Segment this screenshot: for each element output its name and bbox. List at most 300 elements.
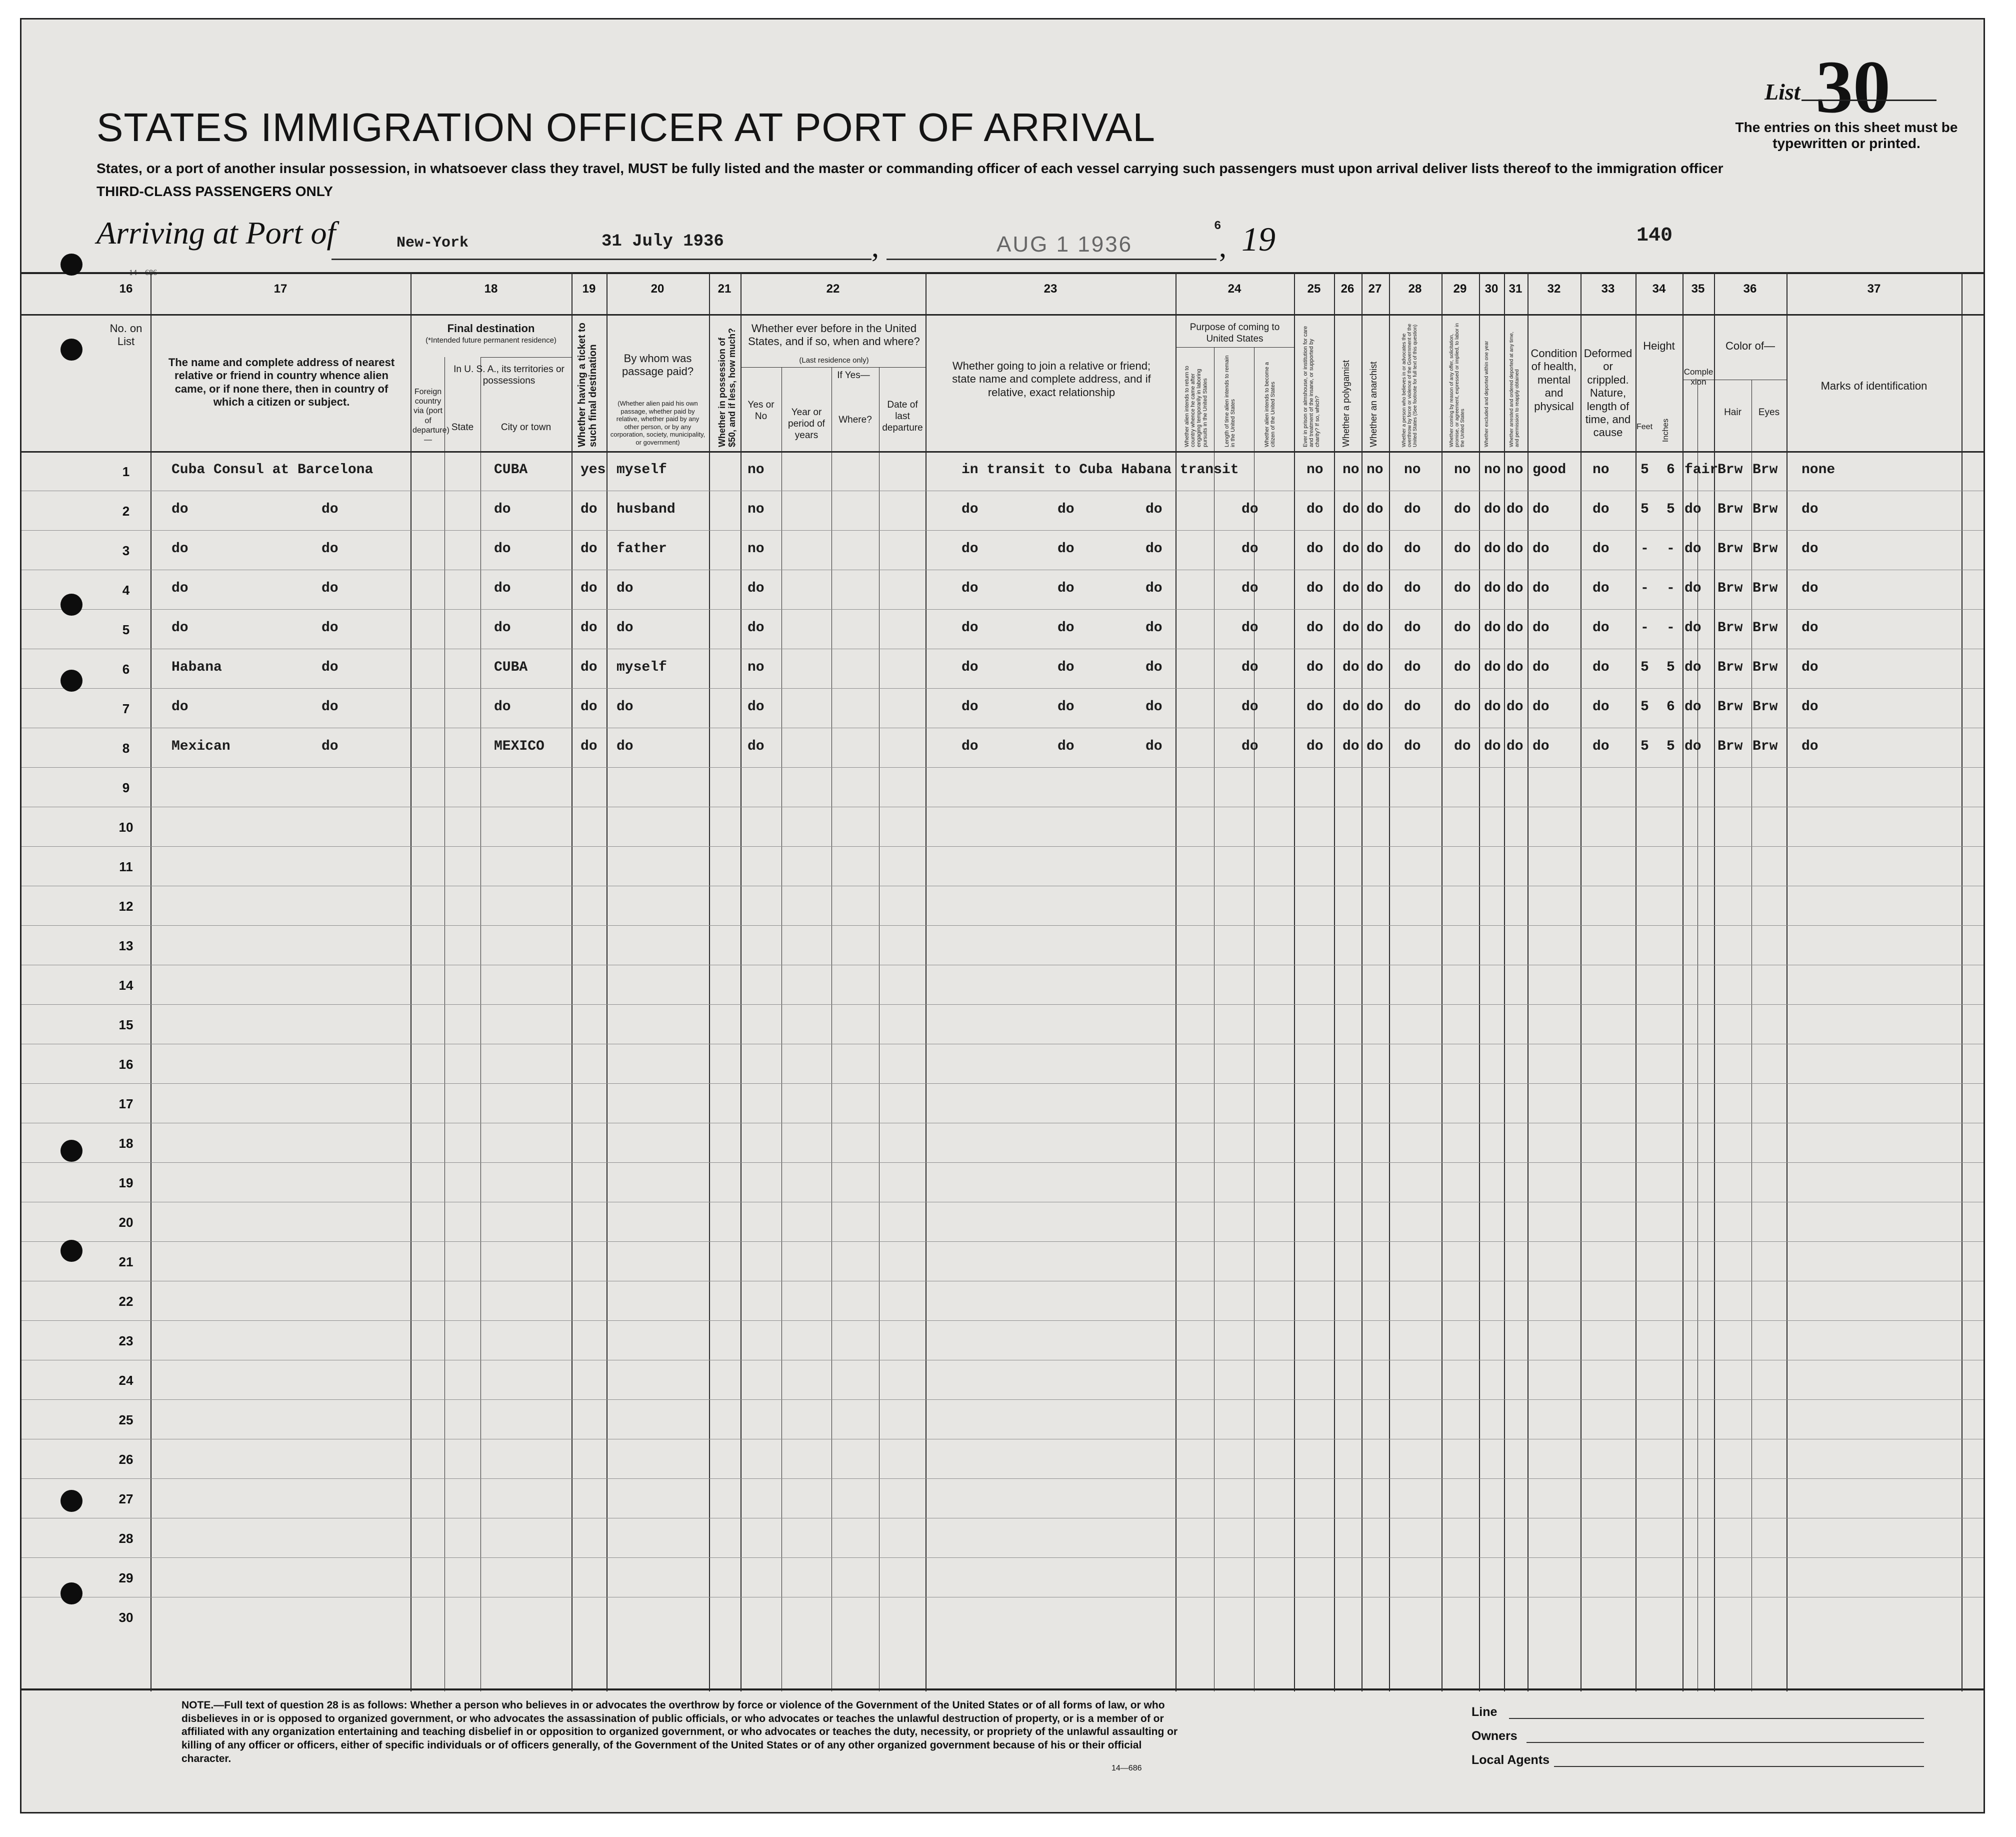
cell-complexion: do bbox=[1684, 620, 1702, 636]
cell-feet: 5 bbox=[1640, 739, 1649, 754]
row-divider bbox=[22, 767, 1985, 768]
cell-marks: do bbox=[1802, 660, 1818, 675]
cell-q28: do bbox=[1404, 502, 1421, 517]
column-number: 31 bbox=[1508, 282, 1522, 296]
cell-deformed: no bbox=[1592, 462, 1610, 478]
cell-q30: do bbox=[1484, 739, 1501, 754]
local-agents-field[interactable] bbox=[1554, 1766, 1924, 1767]
row-number: 10 bbox=[118, 820, 134, 835]
row-divider bbox=[22, 1004, 1985, 1005]
row-number: 17 bbox=[118, 1096, 134, 1111]
cell-complexion: do bbox=[1684, 541, 1702, 557]
cell-relative-a: do bbox=[172, 699, 188, 715]
owners-field[interactable] bbox=[1526, 1742, 1924, 1743]
row-divider bbox=[22, 688, 1985, 689]
column-number: 32 bbox=[1547, 282, 1561, 296]
cell-relative-a: Habana bbox=[172, 660, 222, 675]
cell-q29: do bbox=[1454, 541, 1471, 557]
header-purpose: Purpose of coming to United States bbox=[1190, 322, 1280, 344]
row-divider bbox=[22, 1083, 1985, 1084]
cell-q25: do bbox=[1306, 739, 1324, 754]
cell-relative-b: do bbox=[322, 581, 338, 596]
cell-purpose: do bbox=[1242, 502, 1258, 517]
cell-join-c: do bbox=[1146, 699, 1162, 715]
cell-join-c: do bbox=[1146, 581, 1162, 596]
header-hair: Hair bbox=[1724, 407, 1742, 418]
row-number: 30 bbox=[118, 1610, 134, 1625]
row-number: 21 bbox=[118, 1254, 134, 1269]
cell-ticket: do bbox=[580, 739, 598, 754]
column-number: 30 bbox=[1484, 282, 1498, 296]
cell-q25: do bbox=[1306, 502, 1324, 517]
cell-join-b: do bbox=[1058, 581, 1074, 596]
cell-purpose: do bbox=[1242, 739, 1258, 754]
cell-relative-b: do bbox=[322, 541, 338, 557]
cell-state: do bbox=[494, 502, 511, 517]
cell-state: do bbox=[494, 581, 511, 596]
column-number: 25 bbox=[1307, 282, 1321, 296]
cell-relative-b: do bbox=[322, 739, 338, 754]
cell-feet: 5 bbox=[1640, 502, 1649, 517]
cell-q25: do bbox=[1306, 620, 1324, 636]
comma: , bbox=[1219, 230, 1226, 263]
cell-eyes: Brw bbox=[1752, 739, 1778, 754]
cell-feet: - bbox=[1640, 581, 1649, 596]
header-complexion: Complexion bbox=[1684, 367, 1714, 387]
cell-complexion: do bbox=[1684, 699, 1702, 715]
cell-hair: Brw bbox=[1718, 541, 1743, 557]
row-number: 24 bbox=[118, 1373, 134, 1388]
column-number: 19 bbox=[582, 282, 596, 296]
row-number: 14 bbox=[118, 978, 134, 993]
row-divider bbox=[22, 1478, 1985, 1479]
cell-yesno: do bbox=[748, 581, 764, 596]
sheet-count: 140 bbox=[1636, 225, 1673, 247]
cell-ticket: yes bbox=[580, 462, 606, 478]
cell-join-a: do bbox=[962, 620, 978, 636]
binding-hole bbox=[60, 1582, 82, 1604]
binding-hole bbox=[60, 1490, 82, 1512]
table-top-rule bbox=[22, 272, 1985, 274]
cell-q31: do bbox=[1506, 739, 1524, 754]
column-number: 20 bbox=[650, 282, 664, 296]
cell-join-c: do bbox=[1146, 660, 1162, 675]
cell-feet: - bbox=[1640, 620, 1649, 636]
cell-q26: do bbox=[1342, 739, 1360, 754]
owners-label: Owners bbox=[1472, 1729, 1518, 1743]
cell-inches: 6 bbox=[1666, 699, 1675, 715]
manifest-sheet bbox=[20, 18, 1985, 1813]
cell-ticket: do bbox=[580, 660, 598, 675]
subheader-rule bbox=[1176, 347, 1294, 348]
row-number: 27 bbox=[118, 1491, 134, 1506]
row-number: 18 bbox=[118, 1136, 134, 1151]
cell-condition: good bbox=[1532, 462, 1566, 478]
cell-state: do bbox=[494, 699, 511, 715]
cell-q29: no bbox=[1454, 462, 1471, 478]
cell-marks: do bbox=[1802, 541, 1818, 557]
cell-state: do bbox=[494, 541, 511, 557]
cell-complexion: do bbox=[1684, 660, 1702, 675]
header-year-period: Year or period of years bbox=[788, 407, 825, 441]
cell-q30: do bbox=[1484, 620, 1501, 636]
line-label: Line bbox=[1472, 1705, 1498, 1719]
binding-hole bbox=[60, 1240, 82, 1262]
cell-q25: do bbox=[1306, 660, 1324, 675]
header-before-in-us: Whether ever before in the United States, and if so, when and where? bbox=[748, 322, 920, 348]
binding-hole bbox=[60, 670, 82, 692]
cell-q29: do bbox=[1454, 620, 1471, 636]
footnote-code: 14—686 bbox=[1112, 1764, 1142, 1772]
cell-q31: do bbox=[1506, 581, 1524, 596]
cell-q29: do bbox=[1454, 699, 1471, 715]
cell-q29: do bbox=[1454, 660, 1471, 675]
row-number: 13 bbox=[118, 938, 134, 953]
cell-q27: do bbox=[1366, 620, 1384, 636]
cell-eyes: Brw bbox=[1752, 462, 1778, 478]
cell-relative-a: do bbox=[172, 541, 188, 557]
date-stamp: AUG 1 1936 bbox=[996, 232, 1133, 257]
row-number: 6 bbox=[122, 662, 130, 677]
cell-condition: do bbox=[1532, 502, 1550, 517]
row-number: 25 bbox=[118, 1412, 134, 1427]
line-field[interactable] bbox=[1509, 1718, 1924, 1719]
header-if-yes: If Yes— bbox=[837, 370, 870, 381]
row-divider bbox=[22, 1320, 1985, 1321]
header-q27: Whether an anarchist bbox=[1368, 361, 1378, 447]
column-number: 29 bbox=[1453, 282, 1467, 296]
cell-q26: do bbox=[1342, 620, 1360, 636]
cell-complexion: fair bbox=[1684, 462, 1718, 478]
cell-q29: do bbox=[1454, 502, 1471, 517]
row-divider bbox=[22, 530, 1985, 531]
header-foreign-country: Foreign country via (port of departure)— bbox=[412, 388, 450, 444]
cell-q31: do bbox=[1506, 660, 1524, 675]
header-no-on-list: No. on List bbox=[110, 322, 142, 348]
subcolumn-divider bbox=[480, 357, 481, 1691]
cell-join-a: do bbox=[962, 502, 978, 517]
cell-yesno: do bbox=[748, 739, 764, 754]
cell-q25: do bbox=[1306, 699, 1324, 715]
cell-ticket: do bbox=[580, 541, 598, 557]
cell-marks: do bbox=[1802, 739, 1818, 754]
form-code: 14—686 bbox=[129, 269, 157, 277]
cell-q25: no bbox=[1306, 462, 1324, 478]
header-join-relative: Whether going to join a relative or friend; state name and complete address, and if relative, exact relationship bbox=[952, 360, 1151, 399]
cell-ticket: do bbox=[580, 581, 598, 596]
cell-purpose: do bbox=[1242, 699, 1258, 715]
cell-join-c: do bbox=[1146, 739, 1162, 754]
cell-inches: - bbox=[1666, 581, 1675, 596]
cell-state: do bbox=[494, 620, 511, 636]
binding-hole bbox=[60, 339, 82, 361]
cell-q28: do bbox=[1404, 541, 1421, 557]
cell-condition: do bbox=[1532, 660, 1550, 675]
header-bottom-rule bbox=[22, 451, 1985, 453]
header-nearest-relative: The name and complete address of nearest relative or friend in country whence alien came, or if none there, then in country of which a citizen or subject. bbox=[168, 356, 395, 409]
column-number: 22 bbox=[826, 282, 840, 296]
row-number: 12 bbox=[118, 899, 134, 914]
cell-condition: do bbox=[1532, 541, 1550, 557]
cell-join-a: in transit to Cuba Habana transit bbox=[962, 462, 1239, 478]
cell-condition: do bbox=[1532, 620, 1550, 636]
year-superscript: 6 bbox=[1214, 220, 1222, 233]
row-divider bbox=[22, 1241, 1985, 1242]
column-number: 33 bbox=[1601, 282, 1615, 296]
cell-condition: do bbox=[1532, 581, 1550, 596]
row-divider bbox=[22, 925, 1985, 926]
row-number: 11 bbox=[119, 859, 133, 874]
row-number: 26 bbox=[118, 1452, 134, 1467]
column-number: 26 bbox=[1340, 282, 1354, 296]
header-possession: Whether in possession of $50, and if less, how much? bbox=[717, 328, 737, 447]
cell-deformed: do bbox=[1592, 739, 1610, 754]
list-number: 30 bbox=[1816, 46, 1890, 129]
cell-condition: do bbox=[1532, 739, 1550, 754]
header-eyes: Eyes bbox=[1758, 407, 1780, 418]
row-divider bbox=[22, 1162, 1985, 1163]
cell-inches: 6 bbox=[1666, 462, 1675, 478]
list-underline bbox=[1802, 100, 1936, 101]
cell-q26: do bbox=[1342, 660, 1360, 675]
header-city: City or town bbox=[500, 422, 552, 433]
row-number: 22 bbox=[118, 1294, 134, 1309]
cell-relative-b: do bbox=[322, 620, 338, 636]
cell-q31: do bbox=[1506, 699, 1524, 715]
header-before-note: (Last residence only) bbox=[799, 356, 869, 365]
cell-marks: do bbox=[1802, 620, 1818, 636]
cell-q30: do bbox=[1484, 502, 1501, 517]
header-marks: Marks of identification bbox=[1820, 380, 1928, 392]
cell-eyes: Brw bbox=[1752, 502, 1778, 517]
cell-relative-a: Cuba Consul at Barcelona bbox=[172, 462, 374, 478]
list-label: List bbox=[1764, 79, 1800, 105]
cell-deformed: do bbox=[1592, 581, 1610, 596]
header-q28: Whether a person who believes in or advocates the overthrow by force or violence of the Government of the United States (See footnote for full text of this question) bbox=[1402, 324, 1418, 447]
cell-feet: 5 bbox=[1640, 462, 1649, 478]
header-q26: Whether a polygamist bbox=[1341, 360, 1351, 447]
cell-q27: do bbox=[1366, 699, 1384, 715]
cell-q28: do bbox=[1404, 581, 1421, 596]
cell-purpose: do bbox=[1242, 581, 1258, 596]
arriving-label: Arriving at Port of bbox=[96, 215, 336, 251]
row-divider bbox=[22, 1399, 1985, 1400]
cell-yesno: do bbox=[748, 620, 764, 636]
cell-complexion: do bbox=[1684, 739, 1702, 754]
cell-state: CUBA bbox=[494, 660, 528, 675]
row-number: 3 bbox=[122, 543, 130, 558]
cell-purpose: do bbox=[1242, 660, 1258, 675]
row-number: 20 bbox=[118, 1215, 134, 1230]
cell-q27: do bbox=[1366, 581, 1384, 596]
subcolumn-divider bbox=[879, 367, 880, 1691]
header-inches: Inches bbox=[1662, 418, 1670, 442]
header-state: State bbox=[451, 422, 474, 433]
column-number: 36 bbox=[1743, 282, 1757, 296]
passenger-class: THIRD-CLASS PASSENGERS ONLY bbox=[96, 184, 333, 199]
header-date-departure: Date of last departure bbox=[882, 400, 923, 433]
header-q30: Whether excluded and deported within one year bbox=[1484, 341, 1490, 447]
cell-q28: do bbox=[1404, 739, 1421, 754]
cell-q25: do bbox=[1306, 541, 1324, 557]
column-number: 27 bbox=[1368, 282, 1382, 296]
cell-join-c: do bbox=[1146, 620, 1162, 636]
cell-paid: myself bbox=[616, 660, 667, 675]
header-purpose-a: Whether alien intends to return to country whence he came after engaging temporarily in laboring pursuits in the United States bbox=[1184, 366, 1208, 447]
header-condition: Condition of health, mental and physical bbox=[1530, 347, 1578, 413]
cell-condition: do bbox=[1532, 699, 1550, 715]
cell-q27: no bbox=[1366, 462, 1384, 478]
header-where: Where? bbox=[838, 415, 872, 425]
cell-q27: do bbox=[1366, 541, 1384, 557]
cell-q31: no bbox=[1506, 462, 1524, 478]
cell-paid: husband bbox=[616, 502, 676, 517]
typed-date: 31 July 1936 bbox=[602, 232, 724, 251]
cell-yesno: no bbox=[748, 462, 764, 478]
cell-purpose: do bbox=[1242, 620, 1258, 636]
cell-hair: Brw bbox=[1718, 699, 1743, 715]
comma: , bbox=[872, 230, 879, 263]
cell-join-b: do bbox=[1058, 699, 1074, 715]
column-number: 34 bbox=[1652, 282, 1666, 296]
cell-purpose: do bbox=[1242, 541, 1258, 557]
row-divider bbox=[22, 609, 1985, 610]
cell-eyes: Brw bbox=[1752, 620, 1778, 636]
row-number: 16 bbox=[118, 1057, 134, 1072]
cell-q31: do bbox=[1506, 620, 1524, 636]
cell-q28: do bbox=[1404, 620, 1421, 636]
cell-q27: do bbox=[1366, 660, 1384, 675]
cell-inches: 5 bbox=[1666, 739, 1675, 754]
cell-hair: Brw bbox=[1718, 581, 1743, 596]
cell-yesno: no bbox=[748, 541, 764, 557]
row-number: 23 bbox=[118, 1333, 134, 1348]
header-deformed: Deformed or crippled. Nature, length of time, and cause bbox=[1584, 347, 1632, 439]
cell-q30: no bbox=[1484, 462, 1501, 478]
cell-feet: 5 bbox=[1640, 660, 1649, 675]
row-number: 7 bbox=[122, 701, 130, 716]
cell-hair: Brw bbox=[1718, 660, 1743, 675]
header-passage-paid: By whom was passage paid? bbox=[622, 352, 694, 378]
cell-q28: do bbox=[1404, 660, 1421, 675]
manifest-table bbox=[22, 272, 1985, 1691]
cell-q26: no bbox=[1342, 462, 1360, 478]
cell-deformed: do bbox=[1592, 620, 1610, 636]
column-number: 23 bbox=[1044, 282, 1058, 296]
row-number: 28 bbox=[118, 1531, 134, 1546]
cell-join-b: do bbox=[1058, 502, 1074, 517]
cell-q30: do bbox=[1484, 699, 1501, 715]
header-purpose-c: Whether alien intends to become a citizen of the United States bbox=[1264, 362, 1276, 447]
cell-q30: do bbox=[1484, 581, 1501, 596]
header-final-destination: Final destination bbox=[447, 322, 535, 335]
cell-q26: do bbox=[1342, 541, 1360, 557]
column-number-rule bbox=[22, 314, 1985, 316]
cell-inches: - bbox=[1666, 620, 1675, 636]
cell-paid: do bbox=[616, 581, 634, 596]
header-final-destination-note: (*Intended future permanent residence) bbox=[426, 336, 556, 345]
cell-q31: do bbox=[1506, 502, 1524, 517]
cell-paid: myself bbox=[616, 462, 667, 478]
cell-hair: Brw bbox=[1718, 620, 1743, 636]
cell-state: CUBA bbox=[494, 462, 528, 478]
cell-deformed: do bbox=[1592, 699, 1610, 715]
cell-join-a: do bbox=[962, 660, 978, 675]
cell-complexion: do bbox=[1684, 502, 1702, 517]
local-agents-label: Local Agents bbox=[1472, 1753, 1550, 1767]
cell-paid: do bbox=[616, 739, 634, 754]
cell-yesno: do bbox=[748, 699, 764, 715]
cell-marks: do bbox=[1802, 502, 1818, 517]
row-number: 8 bbox=[122, 741, 130, 756]
cell-q27: do bbox=[1366, 502, 1384, 517]
binding-hole bbox=[60, 594, 82, 616]
cell-inches: 5 bbox=[1666, 502, 1675, 517]
cell-relative-a: do bbox=[172, 620, 188, 636]
cell-join-c: do bbox=[1146, 502, 1162, 517]
cell-deformed: do bbox=[1592, 502, 1610, 517]
cell-feet: 5 bbox=[1640, 699, 1649, 715]
cell-join-a: do bbox=[962, 739, 978, 754]
row-number: 15 bbox=[118, 1017, 134, 1032]
cell-hair: Brw bbox=[1718, 502, 1743, 517]
cell-feet: - bbox=[1640, 541, 1649, 557]
cell-join-b: do bbox=[1058, 620, 1074, 636]
cell-join-b: do bbox=[1058, 739, 1074, 754]
row-number: 4 bbox=[122, 583, 130, 598]
header-ticket: Whether having a ticket to such final destination bbox=[576, 323, 598, 447]
row-divider bbox=[22, 1557, 1985, 1558]
table-bottom-rule bbox=[22, 1688, 1985, 1690]
cell-q26: do bbox=[1342, 581, 1360, 596]
cell-join-a: do bbox=[962, 699, 978, 715]
subcolumn-divider bbox=[444, 357, 445, 1691]
header-purpose-b: Length of time alien intends to remain in the United States bbox=[1224, 355, 1236, 447]
sheet-note: The entries on this sheet must be typewritten or printed. bbox=[1735, 120, 1958, 152]
binding-hole bbox=[60, 1140, 82, 1162]
cell-q28: do bbox=[1404, 699, 1421, 715]
cell-relative-b: do bbox=[322, 660, 338, 675]
subheader-rule bbox=[740, 367, 926, 368]
cell-yesno: no bbox=[748, 502, 764, 517]
port-value: New-York bbox=[396, 235, 469, 252]
header-color-of: Color of— bbox=[1725, 340, 1776, 352]
cell-join-c: do bbox=[1146, 541, 1162, 557]
cell-q26: do bbox=[1342, 699, 1360, 715]
cell-q31: do bbox=[1506, 541, 1524, 557]
footnote-question-28: NOTE.—Full text of question 28 is as follows: Whether a person who believes in or advocates the overthrow by force or violence of the Government of the United States or of all forms of law, or who disbelieves in or is opposed to organized government, or who advocates the assassination of public officials, or who advocates or teaches the unlawful destruction of property, or is a member of or affiliated with any organization entertaining and teaching disbelief in or opposition to organized government, or who advocates or teaches the duty, necessity, or propriety of the unlawful assaulting or killing of any officer or officers, either of specific individuals or of officers generally, of the Government of the United States or of any other organized government because of his or their official character. bbox=[182, 1699, 1178, 1764]
row-number: 2 bbox=[122, 504, 130, 519]
cell-ticket: do bbox=[580, 502, 598, 517]
cell-paid: do bbox=[616, 699, 634, 715]
header-q25: Ever in prison or almshouse, or institution for care and treatment of the insane, or supported by charity? If so, which? bbox=[1302, 326, 1321, 447]
cell-eyes: Brw bbox=[1752, 699, 1778, 715]
row-number: 29 bbox=[118, 1570, 134, 1585]
column-number: 37 bbox=[1867, 282, 1881, 296]
cell-marks: do bbox=[1802, 699, 1818, 715]
row-number: 19 bbox=[118, 1175, 134, 1190]
cell-marks: do bbox=[1802, 581, 1818, 596]
cell-state: MEXICO bbox=[494, 739, 544, 754]
cell-q30: do bbox=[1484, 541, 1501, 557]
cell-join-a: do bbox=[962, 581, 978, 596]
cell-deformed: do bbox=[1592, 660, 1610, 675]
cell-q27: do bbox=[1366, 739, 1384, 754]
subheader-rule bbox=[480, 357, 572, 358]
cell-ticket: do bbox=[580, 620, 598, 636]
cell-relative-b: do bbox=[322, 502, 338, 517]
cell-paid: father bbox=[616, 541, 667, 557]
